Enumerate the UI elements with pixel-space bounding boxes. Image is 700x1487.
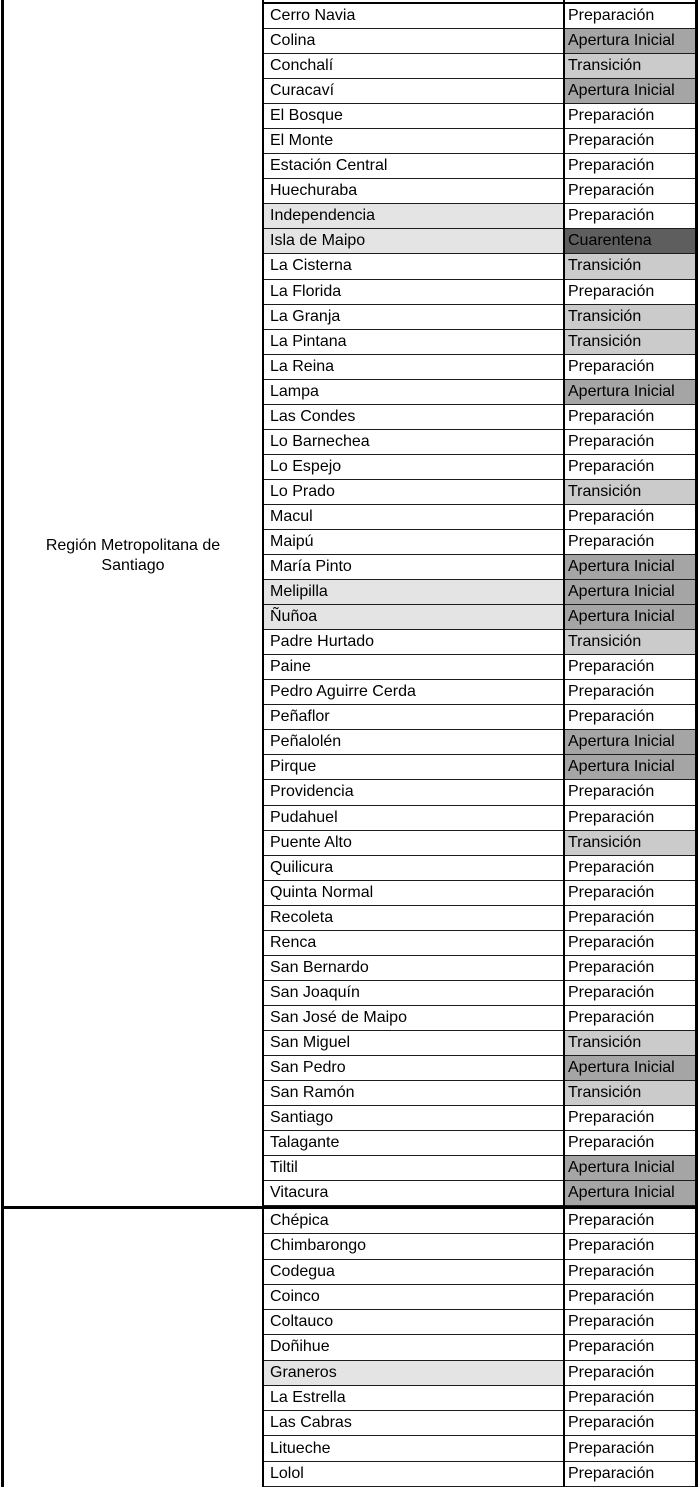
table-row [264,1081,695,1106]
comuna-cell: Las Cabras [270,1414,352,1432]
status-cell: Preparación [563,1285,695,1309]
status-cell: Transición [563,54,695,78]
table-row [264,630,695,655]
comuna-cell: La Reina [270,357,335,375]
table-row [264,104,695,129]
comuna-cell: La Granja [270,307,341,325]
comuna-cell: Graneros [264,1361,563,1385]
status-cell: Preparación [563,455,695,479]
table-row [264,1462,695,1487]
status-cell: Transición [563,630,695,654]
comuna-cell: Pudahuel [270,808,338,826]
status-cell: Preparación [563,1386,695,1410]
status-cell: Apertura Inicial [563,1156,695,1180]
comuna-cell: Providencia [270,783,354,801]
status-cell: Preparación [563,1209,695,1233]
comuna-cell: San Pedro [270,1058,346,1076]
status-cell: Apertura Inicial [563,1181,695,1205]
status-cell: Transición [563,1031,695,1055]
table-row [264,981,695,1006]
table-row [264,705,695,730]
region-divider-line [1,1206,698,1209]
table-row [264,355,695,380]
status-cell: Transición [563,305,695,329]
table-row [264,455,695,480]
table-row [264,430,695,455]
comuna-cell: Recoleta [270,908,334,926]
table-row [264,305,695,330]
status-cell: Preparación [563,1436,695,1460]
comuna-cell: Huechuraba [270,182,358,200]
status-cell: Preparación [563,179,695,203]
table-row [264,330,695,355]
comuna-cell: Maipú [270,533,314,550]
status-cell: Transición [563,254,695,278]
comuna-cell: Isla de Maipo [264,229,563,253]
table-row [264,280,695,305]
rows-section [264,4,695,1206]
table-row [264,54,695,79]
comuna-cell: Peñaflor [270,708,330,726]
comuna-cell: San Ramón [270,1084,355,1102]
table-row [264,154,695,179]
status-cell: Preparación [563,430,695,454]
comuna-cell: Litueche [270,1439,331,1457]
table-row [264,4,695,29]
status-cell: Preparación [563,204,695,228]
status-cell: Preparación [563,881,695,905]
status-cell: Preparación [563,1106,695,1130]
table-row [264,380,695,405]
table-row [264,1411,695,1436]
status-cell: Apertura Inicial [563,380,695,404]
comuna-cell: Lampa [270,382,319,400]
status-cell: Preparación [563,981,695,1005]
status-cell: Apertura Inicial [563,29,695,53]
table-row [264,505,695,530]
comuna-cell: Quilicura [270,858,334,876]
table-row [264,680,695,705]
status-cell: Apertura Inicial [563,1056,695,1080]
table-row [264,1181,695,1206]
comuna-cell: San Joaquín [270,983,360,1001]
comuna-cell: Lo Prado [270,482,335,500]
table-row [264,806,695,831]
status-cell: Preparación [563,1361,695,1385]
region-name: Región Metropolitana de Santiago [45,537,221,574]
comuna-cell: Lo Espejo [270,457,342,475]
comuna-cell: Las Condes [270,407,356,425]
table-row [264,530,695,555]
table-row [264,204,695,229]
comuna-cell: Santiago [270,1109,334,1127]
status-cell: Preparación [563,4,695,28]
table-row [264,1056,695,1081]
table-row [264,730,695,755]
table-border-region-comuna [262,0,264,1487]
status-cell: Preparación [563,280,695,304]
comuna-cell: Puente Alto [270,833,352,851]
status-cell: Preparación [563,655,695,679]
comuna-cell: Macul [270,507,313,525]
comuna-cell: Vitacura [270,1184,329,1202]
comuna-cell: Chépica [270,1212,329,1230]
status-cell: Apertura Inicial [563,730,695,754]
status-cell: Preparación [563,956,695,980]
status-cell: Preparación [563,355,695,379]
table-row [264,1209,695,1234]
table-border-right [695,0,698,1487]
comuna-cell: Conchalí [270,57,334,75]
comuna-cell: Colina [270,32,316,50]
rows-section [264,1209,695,1487]
comuna-cell: Quinta Normal [270,883,374,901]
status-cell: Preparación [563,1234,695,1258]
table-row [264,1361,695,1386]
comuna-cell: El Bosque [270,107,343,125]
table-row [264,1386,695,1411]
table-row [264,1436,695,1461]
table-row [264,1285,695,1310]
status-cell: Apertura Inicial [563,580,695,604]
table-row [264,1310,695,1335]
table-row [264,780,695,805]
comuna-cell: Chimbarongo [270,1237,367,1255]
status-cell: Apertura Inicial [563,605,695,629]
status-cell: Preparación [563,931,695,955]
status-cell: Cuarentena [563,229,695,253]
comuna-cell: Independencia [264,204,563,228]
comuna-cell: Renca [270,933,317,951]
comuna-cell: Estación Central [270,157,388,175]
comuna-cell: Pedro Aguirre Cerda [270,683,416,701]
table-row [264,129,695,154]
comuna-cell: Melipilla [264,580,563,604]
comuna-cell: San Miguel [270,1033,351,1051]
status-cell: Preparación [563,906,695,930]
status-cell: Preparación [563,405,695,429]
status-cell: Preparación [563,780,695,804]
comuna-cell: Coltauco [270,1313,334,1331]
table-row [264,179,695,204]
comuna-cell: La Estrella [270,1388,346,1406]
comuna-cell: La Cisterna [270,257,352,275]
status-cell: Transición [563,1081,695,1105]
table-row [264,405,695,430]
comuna-cell: Ñuñoa [264,605,563,629]
status-cell: Preparación [563,1131,695,1155]
comuna-cell: Peñalolén [270,733,342,751]
status-cell: Apertura Inicial [563,555,695,579]
table-border-top [262,2,698,4]
status-cell: Preparación [563,1006,695,1030]
table-row [264,1031,695,1056]
table-row [264,580,695,605]
status-cell: Preparación [563,1310,695,1334]
status-cell: Preparación [563,505,695,529]
status-cell: Preparación [563,806,695,830]
table-row [264,881,695,906]
table-row [264,931,695,956]
status-cell: Preparación [563,154,695,178]
table-border-comuna-status [563,0,565,1487]
comuna-cell: La Florida [270,282,342,300]
status-cell: Preparación [563,1335,695,1359]
status-cell: Preparación [563,856,695,880]
table-row [264,1106,695,1131]
table-row [264,1006,695,1031]
table-border-left [1,0,4,1487]
table-row [264,956,695,981]
table-row [264,480,695,505]
table-row [264,254,695,279]
comuna-cell: Cerro Navia [270,7,356,25]
comuna-cell: Codegua [270,1262,335,1280]
status-cell: Preparación [563,129,695,153]
comuna-cell: Pirque [270,758,317,776]
comuna-cell: Doñihue [270,1338,330,1356]
comuna-cell: Lo Barnechea [270,432,370,450]
status-cell: Transición [563,480,695,504]
status-cell: Preparación [563,104,695,128]
table-row [264,1335,695,1360]
comuna-cell: Talagante [270,1134,340,1152]
comuna-cell: María Pinto [270,558,352,576]
status-cell: Preparación [563,1411,695,1435]
table-row [264,655,695,680]
table-row [264,831,695,856]
comuna-cell: Paine [270,658,311,676]
comuna-cell: Curacaví [270,82,335,100]
table-row [264,1260,695,1285]
status-cell: Preparación [563,1462,695,1486]
table-row [264,29,695,54]
comuna-cell: Tiltil [270,1159,298,1177]
comuna-cell: Coinco [270,1287,320,1305]
table-row [264,1234,695,1259]
table-row [264,79,695,104]
comuna-cell: La Pintana [270,332,347,350]
status-cell: Apertura Inicial [563,79,695,103]
region-label [4,536,262,576]
comuna-cell: San Bernardo [270,958,369,976]
table-row [264,605,695,630]
table-row [264,856,695,881]
status-cell: Transición [563,330,695,354]
comuna-cell: Lolol [270,1464,304,1482]
status-cell: Preparación [563,1260,695,1284]
status-cell: Preparación [563,530,695,554]
comuna-cell: San José de Maipo [270,1008,407,1026]
table-row [264,755,695,780]
table-row [264,1156,695,1181]
status-cell: Preparación [563,705,695,729]
table-row [264,229,695,254]
table-row [264,906,695,931]
status-cell: Preparación [563,680,695,704]
comuna-cell: El Monte [270,132,334,150]
comuna-cell: Padre Hurtado [270,633,375,651]
status-cell: Apertura Inicial [563,755,695,779]
table-row [264,1131,695,1156]
table-row [264,555,695,580]
status-cell: Transición [563,831,695,855]
